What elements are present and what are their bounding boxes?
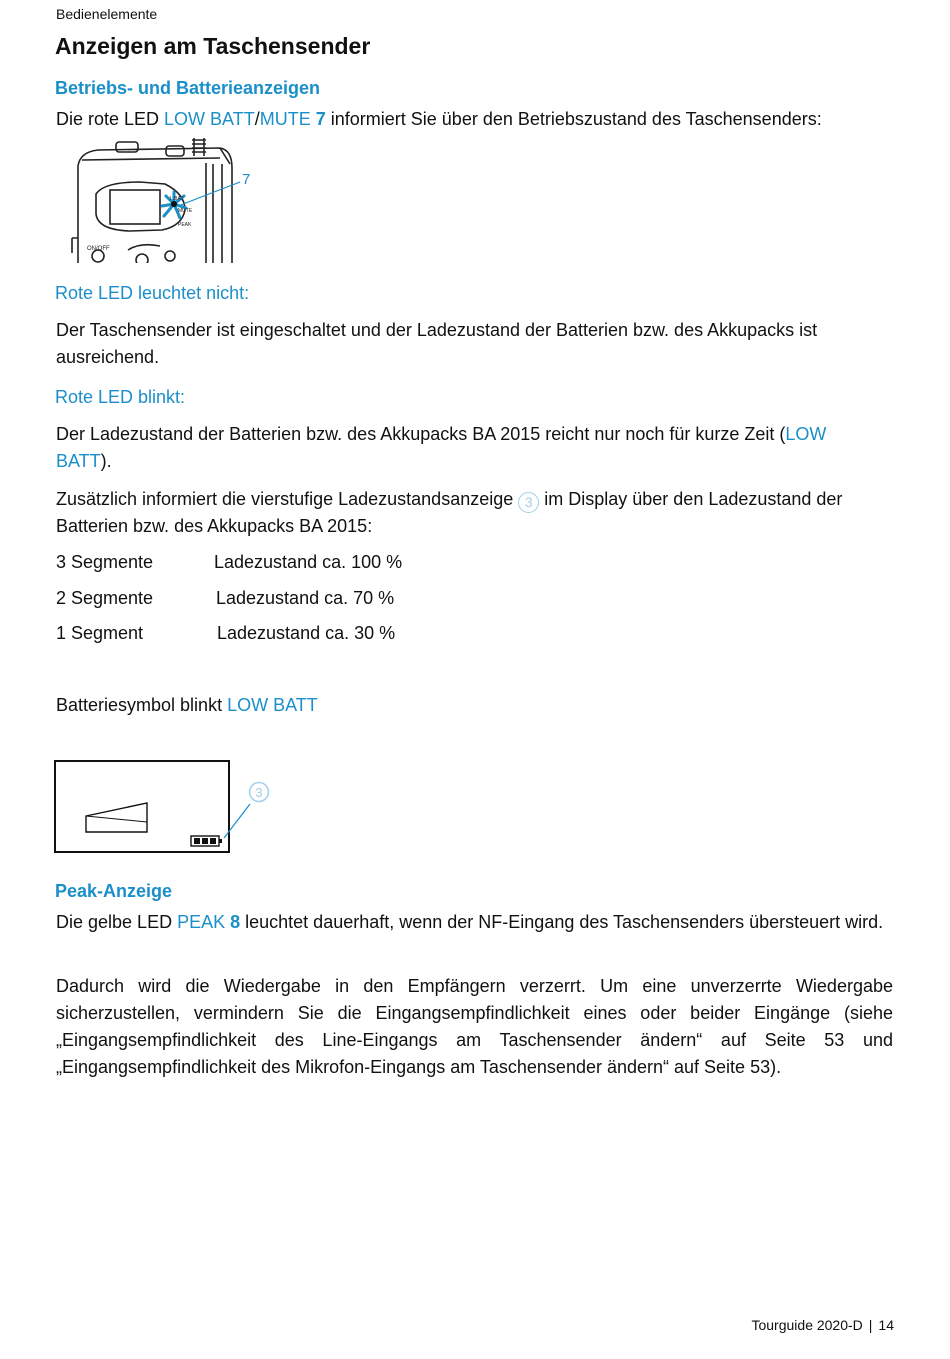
led-number: 7 [315,109,326,129]
peak-term: PEAK [177,912,226,932]
transmitter-illustration [70,138,270,263]
operation-intro [56,106,906,133]
low-batt-term: LOW BATT [164,109,255,129]
svg-text:ON/OFF: ON/OFF [87,246,110,252]
heading-led-blink: Rote LED blinkt: [55,387,186,407]
extra-text-after: im Display über den Ladezustand der Batterien bzw. des Akkupacks BA 2015: [56,489,843,536]
svg-text:MUTE: MUTE [178,208,193,214]
footer-separator: | [868,1317,873,1333]
segment-row [56,549,153,576]
led-off-text: Der Taschensender ist eingeschaltet und der Ladezustand der Batterien bzw. des Akkupacks ist ausreichend. [56,320,818,367]
segment-value: Ladezustand ca. 30 % [217,623,396,643]
blink-text-before: Der Ladezustand der Batterien bzw. des Akkupacks BA 2015 reicht nur noch für kurze Zeit ( [56,424,786,444]
segment-label: 2 Segmente [56,588,154,608]
peak-number: 8 [230,912,241,932]
page-number: 14 [878,1317,894,1333]
section-label: Bedienelemente [56,6,158,22]
intro-text-after: informiert Sie über den Betriebszustand des Taschensenders: [325,109,822,129]
mute-term: MUTE [259,109,311,129]
led-blink-text [56,421,876,475]
extra-text-before: Zusätzlich informiert die vierstufige Ladezustandsanzeige [56,489,519,509]
display-callout-3: 3 [255,785,263,800]
segment-value: Ladezustand ca. 70 % [216,588,395,608]
page-title: Anzeigen am Taschensender [55,33,371,59]
display-illustration [54,760,284,855]
heading-led-off: Rote LED leuchtet nicht: [55,283,250,303]
intro-text-before: Die rote LED [56,109,165,129]
peak-text-after: leuchtet dauerhaft, wenn der NF-Eingang des Taschensenders übersteuert wird. [240,912,884,932]
peak-text-before: Die gelbe LED [56,912,178,932]
footer-doc: Tourguide 2020-D [751,1317,863,1333]
segment-value: Ladezustand ca. 100 % [214,552,403,572]
figure-callout-7: 7 [242,171,251,188]
heading-operation: Betriebs- und Batterieanzeigen [55,78,321,98]
battery-symbol-text [56,692,318,719]
segment-label: 3 Segmente [56,552,154,572]
svg-text:PEAK: PEAK [178,222,192,228]
low-batt-term: LOW BATT [56,424,827,471]
svg-text:L.BAT: L.BAT [170,196,184,202]
blink-text-after: ). [100,451,112,471]
intro-slash: / [254,109,260,129]
peak-text-2: Dadurch wird die Wiedergabe in den Empfängern verzerrt. Um eine unverzerrte Wiedergabe sicherzustellen, vermindern Sie die Eingangsempfindlichkeit eines oder beider Eingänge (siehe „Eingangsempfindlichkeit des Line-Eingangs am Taschensender ändern“ auf Seite 53 und „Eingangsempfindlichkeit des Mikrofon-Eingangs am Taschensender ändern“ auf Seite 53). [56,976,893,1077]
segment-label: 1 Segment [56,623,144,643]
low-batt-term: LOW BATT [227,695,318,715]
led-blink-extra [56,486,896,540]
battery-text-before: Batteriesymbol blinkt [56,695,228,715]
callout-3-badge: 3 [518,492,539,513]
heading-peak: Peak-Anzeige [55,881,173,901]
page-footer [751,1317,894,1333]
peak-text-1 [56,909,896,936]
